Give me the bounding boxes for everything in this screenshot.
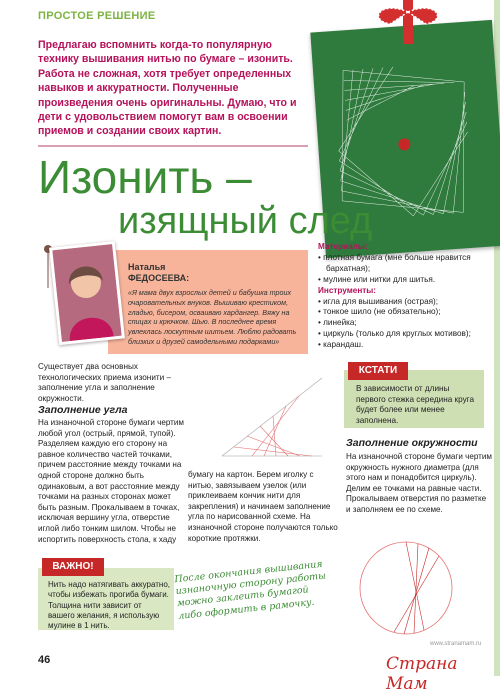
material-item: • мулине или нитки для шитья. xyxy=(326,275,488,286)
author-first-name: Наталья xyxy=(128,262,166,272)
angle-text: На изнаночной стороне бумаги чертим любой угол (острый, прямой, тупой). Разделяем каждую его сторону на равное количество частей точками, причем расстояние между точками на одной стороне должно быть одинаковым, а вот расстояние между точками на разных сторонах может быть разным. Прокалываем в точках, исключая вершину угла, отверстие иглой либо тонким шилом. Чтобы не испортить поверхность стола, к хаду xyxy=(38,418,184,544)
divider xyxy=(38,145,308,147)
body-intro: Существует два основных технологических приема изонити – заполнение угла и заполнение окружности. xyxy=(38,362,172,403)
materials-heading: Материалы: xyxy=(318,242,368,251)
materials-list xyxy=(318,242,488,351)
tool-item: • игла для вышивания (острая); xyxy=(326,297,488,308)
circle-heading: Заполнение окружности xyxy=(346,437,478,449)
tools-heading: Инструменты: xyxy=(318,285,377,295)
angle-heading: Заполнение угла xyxy=(38,404,128,416)
circle-diagram xyxy=(344,534,474,640)
angle-text-continued: бумагу на картон. Берем иголку с нитью, завязываем узелок (или приклеиваем кончик нити для закрепления) и начинаем заполнение угла по нарисованной схеме. На изнаночной стороне получаются только короткие протяжки. xyxy=(188,470,338,543)
ribbon-bow xyxy=(360,0,456,44)
vazhno-text: Нить надо натягивать аккуратно, чтобы избежать прогиба бумаги. Толщина нити зависит от вашего желания, я использую мулине в 1 нить. xyxy=(48,580,170,631)
author-last-name: ФЕДОСЕЕВА: xyxy=(128,273,190,283)
kstati-text: В зависимости от длины первого стежка середина круга будет более или менее заполнена. xyxy=(356,384,475,425)
section-label: ПРОСТОЕ РЕШЕНИЕ xyxy=(38,10,156,22)
material-item: • плотная бумага (мне больше нравится бархатная); xyxy=(326,253,488,275)
author-quote: «Я мама двух взрослых детей и бабушка троих очаровательных внуков. Вышиваю крестиком, гладью, бисером, осваиваю хардангер. Вяжу на спицах и крючком. Шью. В последнее время увлеклась лоскутным шитьем. Люблю радовать близких и друзей самодельными подарками» xyxy=(128,288,297,346)
circle-text: На изнаночной стороне бумаги чертим окружность нужного диаметра (для этого нам и понадобится циркуль). Делим ее точками на равные части. Прокалываем отверстия по разметке и заполняем ее по схеме. xyxy=(346,452,492,514)
author-portrait-icon xyxy=(52,244,121,342)
tool-item: • циркуль (только для круглых мотивов); xyxy=(326,329,488,340)
vazhno-tag: ВАЖНО! xyxy=(42,558,104,576)
tool-item: • тонкое шило (не обязательно); xyxy=(326,307,488,318)
kstati-tag: КСТАТИ xyxy=(348,362,408,380)
title-line-2: изящный след xyxy=(118,200,373,242)
title-line-1: Изонить – xyxy=(38,151,252,203)
watermark: Страна Мам xyxy=(386,654,458,694)
author-name xyxy=(128,262,189,284)
handwritten-note: После окончания вышивания изнаночную сторону работы можно заклеить бумагой либо оформить в рамочку. xyxy=(173,558,327,622)
angle-diagram xyxy=(202,368,332,468)
watermark-url: www.stranamam.ru xyxy=(430,641,482,647)
page-number: 46 xyxy=(38,654,51,666)
intro-paragraph: Предлагаю вспомнить когда-то популярную технику вышивания нитью по бумаге – изонить. Работа не сложная, хотя требует определенных навыков и аккуратности. Полученные произведения очень оригинальны. Думаю, что и дети с удовольствием помогут вам в освоении приемов и создании своих картин. xyxy=(38,39,297,138)
tool-item: • линейка; xyxy=(326,318,488,329)
author-photo xyxy=(49,241,125,345)
tool-item: • карандаш. xyxy=(326,340,488,351)
